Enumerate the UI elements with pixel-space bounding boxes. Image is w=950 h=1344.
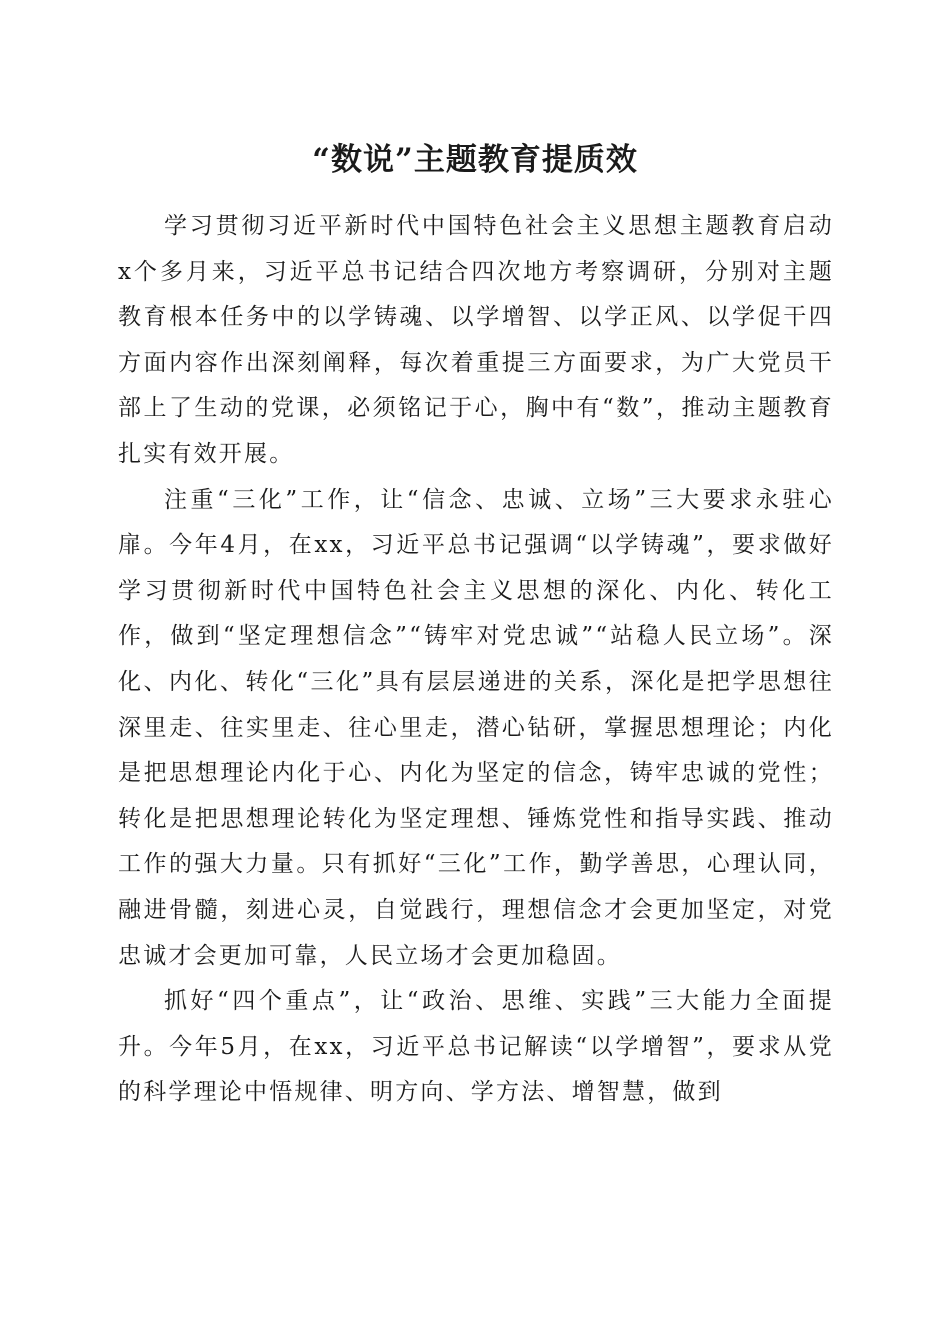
paragraph-intro: 学习贯彻习近平新时代中国特色社会主义思想主题教育启动x个多月来，习近平总书记结合四次地方考察调研，分别对主题教育根本任务中的以学铸魂、以学增智、以学正风、以学促干四方面内容作出深刻阐释，每次着重提三方面要求，为广大党员干部上了生动的党课，必须铭记于心，胸中有“数”，推动主题教育扎实有效开展。 (118, 213, 834, 467)
paragraph-si-ge-zhong-dian: 抓好“四个重点”，让“政治、思维、实践”三大能力全面提升。今年5月，在xx，习近平总书记解读“以学增智”，要求从党的科学理论中悟规律、明方向、学方法、增智慧，做到 (118, 988, 834, 1106)
document-body (118, 204, 834, 1116)
document-title: “数说”主题教育提质效 (312, 142, 638, 178)
paragraph-san-hua: 注重“三化”工作，让“信念、忠诚、立场”三大要求永驻心扉。今年4月，在xx，习近平总书记强调“以学铸魂”，要求做好学习贯彻新时代中国特色社会主义思想的深化、内化、转化工作，做到“坚定理想信念”“铸牢对党忠诚”“站稳人民立场”。深化、内化、转化“三化”具有层层递进的关系，深化是把学思想往深里走、往实里走、往心里走，潜心钻研，掌握思想理论；内化是把思想理论内化于心、内化为坚定的信念，铸牢忠诚的党性；转化是把思想理论转化为坚定理想、锤炼党性和指导实践、推动工作的强大力量。只有抓好“三化”工作，勤学善思，心理认同，融进骨髓，刻进心灵，自觉践行，理想信念才会更加坚定，对党忠诚才会更加可靠，人民立场才会更加稳固。 (118, 486, 834, 969)
